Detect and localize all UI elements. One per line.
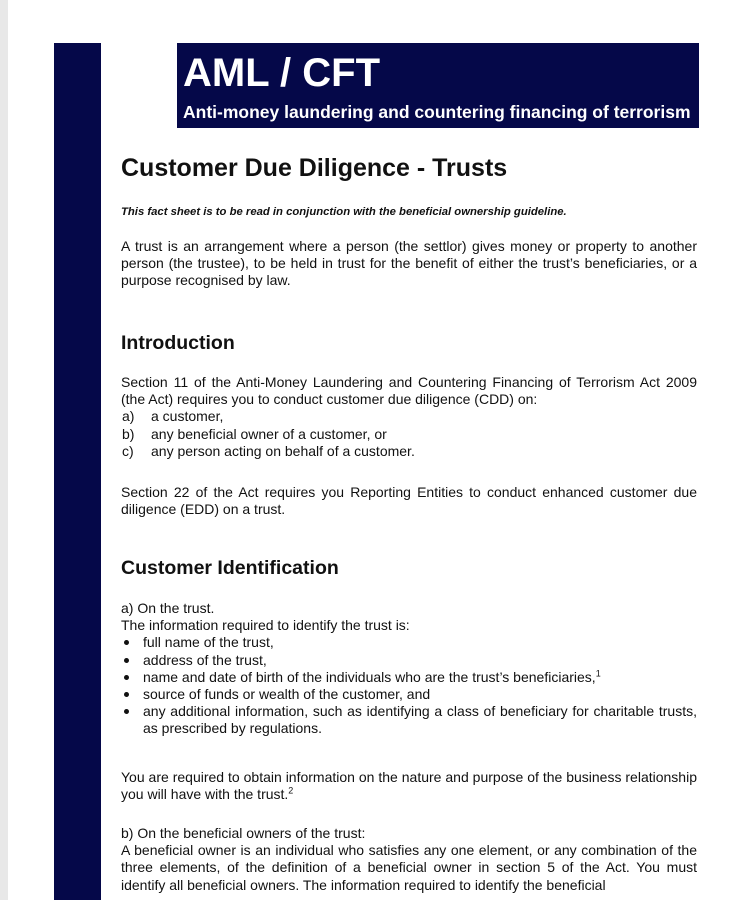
footnote-ref: 1 — [595, 668, 601, 679]
list-item: full name of the trust, — [121, 634, 697, 651]
identification-lead: The information required to identify the trust is: — [121, 617, 410, 634]
purpose-paragraph: You are required to obtain information on the nature and purpose of the business relationship you will have with the trust.$^2$ — [121, 769, 697, 803]
list-item: source of funds or wealth of the customer, and — [121, 686, 697, 703]
beneficial-owner-paragraph: A beneficial owner is an individual who satisfies any one element, or any combination of the three elements, of the definition of a beneficial owner in section 5 of the Act. You must identify all beneficial owners. The information required to identify the beneficial — [121, 842, 697, 893]
footnote-ref: 2 — [288, 785, 294, 796]
list-item: any additional information, such as identifying a class of beneficiary for charitable trusts, as prescribed by regulations. — [121, 703, 697, 737]
intro-paragraph: A trust is an arrangement where a person (the settlor) gives money or property to another person (the trustee), to be held in trust for the benefit of either the trust’s beneficiaries, or a purpose recognised by law. — [121, 238, 697, 289]
beneficial-owner-section — [121, 825, 697, 894]
fact-sheet-note: This fact sheet is to be read in conjunction with the beneficial ownership guideline. — [121, 206, 567, 218]
document-page — [8, 0, 732, 900]
introduction-heading: Introduction — [121, 332, 235, 354]
list-item: name and date of birth of the individuals who are the trust’s beneficiaries,$^1$ — [121, 669, 697, 686]
trust-info-list — [121, 634, 697, 737]
introduction-section — [121, 374, 697, 461]
list-item: b) any beneficial owner of a customer, or — [122, 425, 387, 442]
edd-paragraph: Section 22 of the Act requires you Reporting Entities to conduct enhanced customer due diligence (EDD) on a trust. — [121, 484, 697, 518]
sub-heading-b: b) On the beneficial owners of the trust: — [121, 825, 366, 841]
sub-heading-a: a) On the trust. — [121, 600, 215, 616]
document-title: Customer Due Diligence - Trusts — [121, 154, 508, 182]
list-item: a) a customer, — [122, 408, 224, 425]
customer-identification-heading: Customer Identification — [121, 557, 339, 579]
list-item: address of the trust, — [121, 652, 697, 669]
header-banner — [177, 43, 699, 128]
introduction-paragraph: Section 11 of the Anti-Money Laundering and Countering Financing of Terrorism Act 2009 (the Act) requires you to conduct customer due diligence (CDD) on: — [121, 374, 697, 408]
header-subtitle: Anti-money laundering and countering financing of terrorism — [183, 102, 691, 122]
list-item: c) any person acting on behalf of a customer. — [122, 443, 415, 460]
cdd-list — [121, 408, 697, 460]
header-title: AML / CFT — [183, 51, 381, 95]
left-accent-bar — [54, 43, 101, 900]
identification-section — [121, 600, 697, 738]
